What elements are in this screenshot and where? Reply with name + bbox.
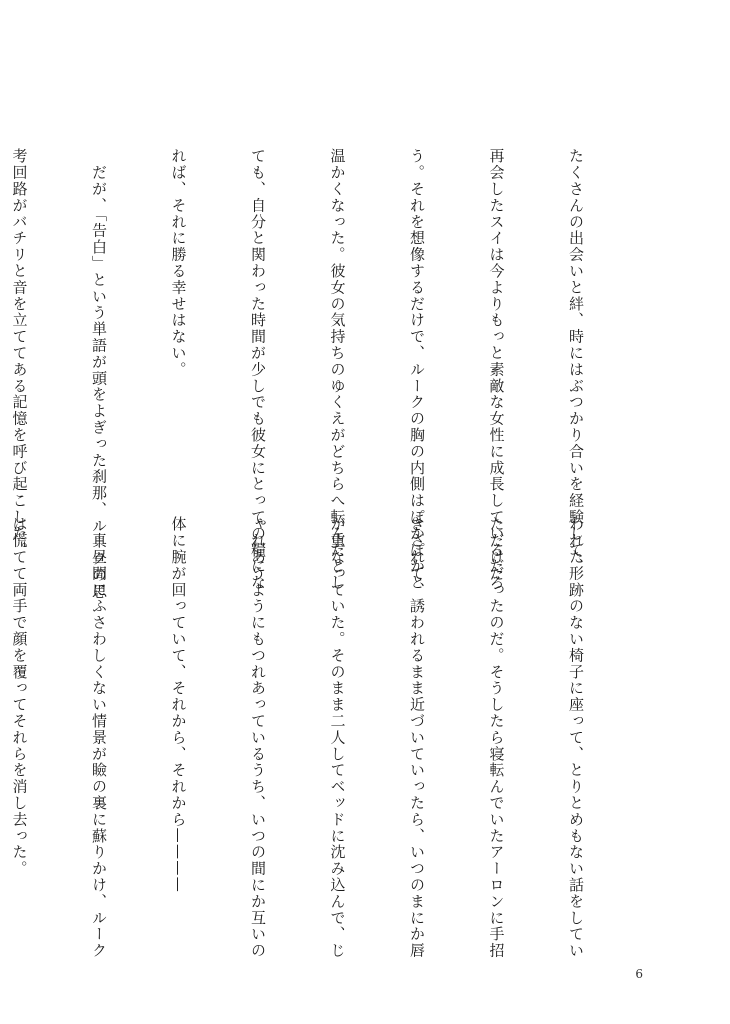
text-line: 再会したスイは今よりもっと素敵な女性に成長しているだろ (487, 148, 506, 591)
text-line: 温かくなった。彼女の気持ちのゆくえがどちらへ転んだとし (328, 148, 347, 591)
text-line: 体に腕が回っていて、それから、それから———— (169, 516, 188, 894)
text-line: だが、「告白」という単語が頭をよぎった刹那、ルークの思 (90, 148, 108, 600)
text-line: われた形跡のない椅子に座って、とりとめもない話をしてい (567, 516, 585, 959)
text-line: が重なっていた。そのまま二人してベッドに沈み込んで、じ (328, 516, 347, 959)
text-line: たくさんの出会いと絆、時にはぶつかり合いを経験して、 (567, 148, 585, 575)
text-line: 考回路がバチリと音を立ててある記憶を呼び起こした。 (10, 148, 29, 558)
text-block-upper (10, 148, 642, 600)
page-number: 6 (635, 967, 643, 981)
text-line: ゃれあうようにもつれあっているうち、いつの間にか互いの (249, 516, 267, 959)
text-line: ても、自分と関わった時間が少しでも彼女にとっての糧にな (249, 148, 267, 591)
text-line: きされて、誘われるまま近づいていったら、いつのまにか唇 (408, 516, 426, 959)
text-line: れば、それに勝る幸せはない。 (169, 148, 188, 378)
text-line: ただけだったのだ。そうしたら寝転んでいたアーロンに手招 (487, 516, 506, 959)
text-line: う。それを想像するだけで、ルークの胸の内側はぽかぽかと (408, 148, 426, 591)
text-line: は慌てて両手で顔を覆ってそれらを消し去った。 (10, 516, 29, 877)
text-line: 真昼間にふさわしくない情景が瞼の裏に蘇りかけ、ルーク (90, 516, 108, 959)
text-block-lower (10, 516, 642, 959)
